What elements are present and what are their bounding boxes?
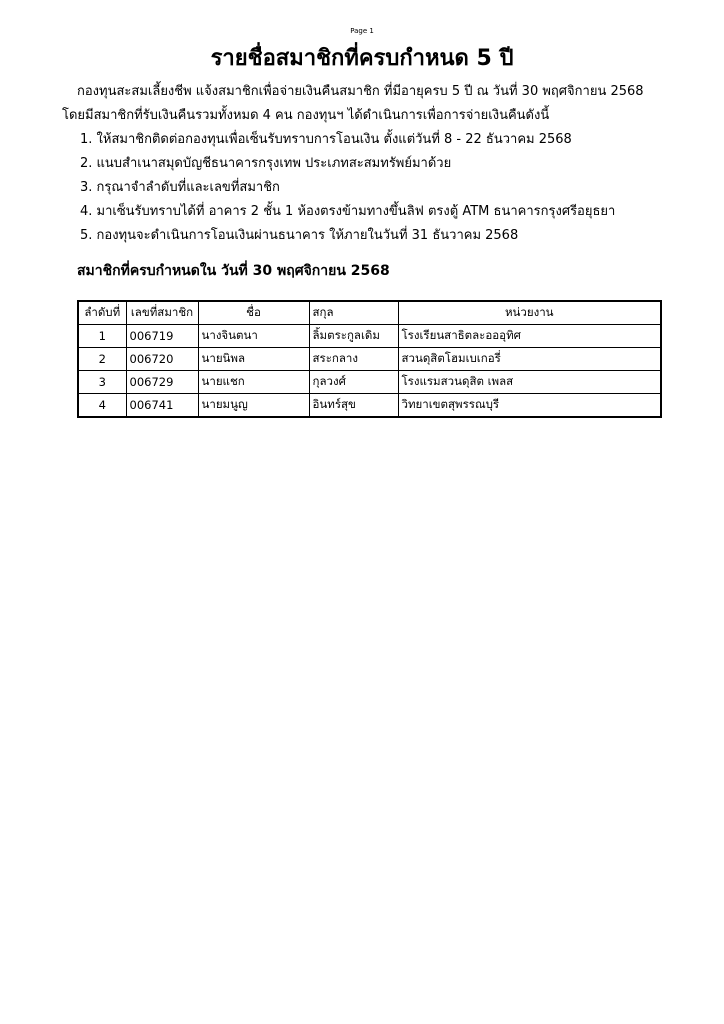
table-row: [78, 394, 661, 418]
cell-surname: อินทร์สุข: [309, 394, 398, 418]
header-order: ลำดับที่: [78, 301, 126, 325]
cell-name: นางจินตนา: [198, 325, 309, 348]
table-row: [78, 325, 661, 348]
list-item: 5. กองทุนจะดำเนินการโอนเงินผ่านธนาคาร ให้ภายในวันที่ 31 ธันวาคม 2568: [80, 228, 519, 243]
page-title: รายชื่อสมาชิกที่ครบกำหนด 5 ปี: [210, 46, 514, 71]
cell-order: 1: [78, 325, 126, 348]
table-row: [78, 348, 661, 371]
header-member-no: เลขที่สมาชิก: [126, 301, 198, 325]
cell-order: 3: [78, 371, 126, 394]
cell-member-no: 006720: [126, 348, 198, 371]
header-surname: สกุล: [309, 301, 398, 325]
cell-department: วิทยาเขตสุพรรณบุรี: [398, 394, 661, 418]
cell-member-no: 006729: [126, 371, 198, 394]
list-item: 4. มาเซ็นรับทราบได้ที่ อาคาร 2 ชั้น 1 ห้องตรงข้ามทางขึ้นลิฟ ตรงตู้ ATM ธนาคารกรุงศรีอยุธยา: [80, 204, 616, 219]
header-name: ชื่อ: [198, 301, 309, 325]
cell-surname: สระกลาง: [309, 348, 398, 371]
list-item: 2. แนบสำเนาสมุดบัญชีธนาคารกรุงเทพ ประเภทสะสมทรัพย์มาด้วย: [80, 156, 452, 171]
cell-department: โรงเรียนสาธิตละอออุทิศ: [398, 325, 661, 348]
cell-department: โรงแรมสวนดุสิต เพลส: [398, 371, 661, 394]
cell-order: 4: [78, 394, 126, 418]
header-department: หน่วยงาน: [398, 301, 661, 325]
intro-line-1: กองทุนสะสมเลี้ยงชีพ แจ้งสมาชิกเพื่อจ่ายเงินคืนสมาชิก ที่มีอายุครบ 5 ปี ณ วันที่ 30 พฤศจิกายน 2568: [77, 84, 644, 99]
intro-line-2: โดยมีสมาชิกที่รับเงินคืนรวมทั้งหมด 4 คน กองทุนฯ ได้ดำเนินการเพื่อการจ่ายเงินคืนดังนี้: [62, 108, 550, 123]
cell-surname: กุลวงศ์: [309, 371, 398, 394]
table-header-row: [78, 301, 661, 325]
cell-department: สวนดุสิตโฮมเบเกอรี่: [398, 348, 661, 371]
members-table: [77, 300, 662, 418]
cell-name: นายนิพล: [198, 348, 309, 371]
list-item: 3. กรุณาจำลำดับที่และเลขที่สมาชิก: [80, 180, 280, 195]
cell-name: นายแชก: [198, 371, 309, 394]
cell-name: นายมนูญ: [198, 394, 309, 418]
cell-surname: ลิ้มตระกูลเดิม: [309, 325, 398, 348]
page-number: Page 1: [350, 27, 374, 35]
table-row: [78, 371, 661, 394]
cell-order: 2: [78, 348, 126, 371]
list-item: 1. ให้สมาชิกติดต่อกองทุนเพื่อเซ็นรับทราบการโอนเงิน ตั้งแต่วันที่ 8 - 22 ธันวาคม 2568: [80, 132, 572, 147]
cell-member-no: 006719: [126, 325, 198, 348]
subtitle: สมาชิกที่ครบกำหนดใน วันที่ 30 พฤศจิกายน 2568: [77, 263, 390, 279]
cell-member-no: 006741: [126, 394, 198, 418]
